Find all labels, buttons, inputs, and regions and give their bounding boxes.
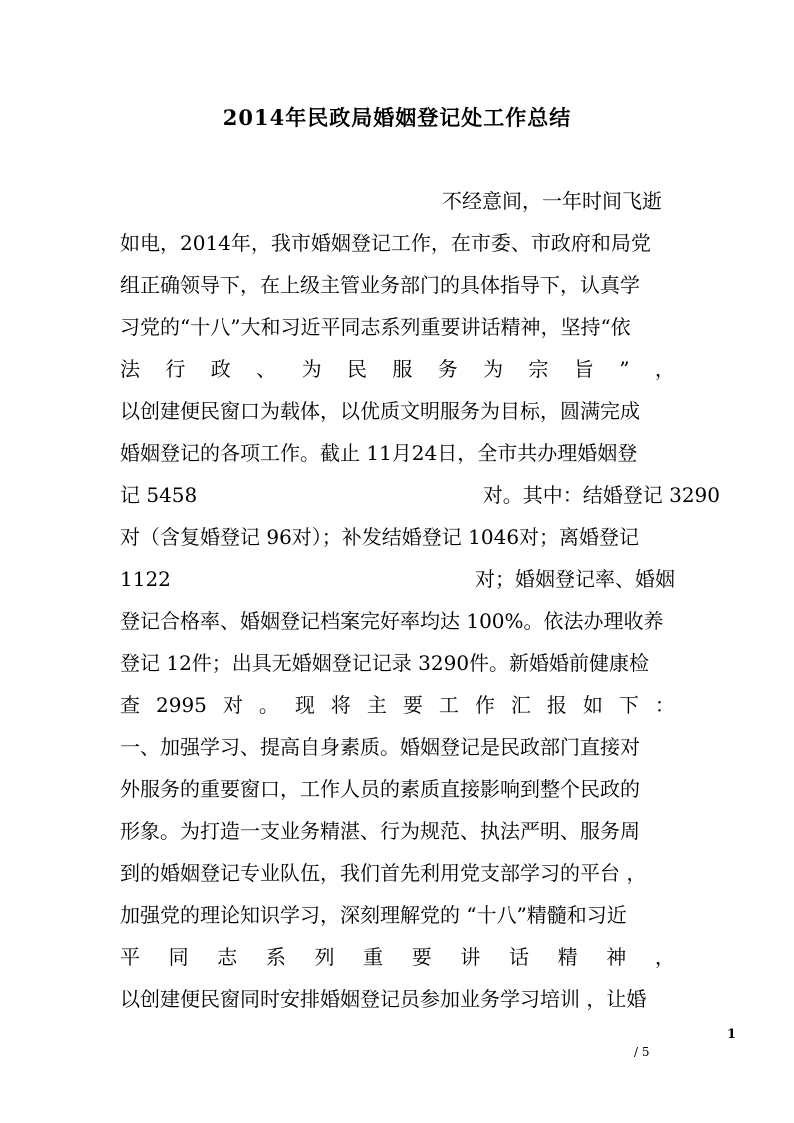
char: 2995 [156,693,207,717]
paragraph-line: 不经意间，一年时间飞逝 [442,189,662,213]
justified-line [120,355,675,383]
paragraph-line: 形象。为打造一支业务精湛、行为规范、执法严明、服务周 [120,819,640,843]
justified-line [120,691,675,719]
line-end: 对。其中：结婚登记 3290 [482,483,720,507]
paragraph-line: 加强党的理论知识学习，深刻理解党的 “十八”精髓和习近 [120,903,627,927]
split-line [120,481,720,509]
char: 系 [265,945,286,969]
char: 志 [217,945,238,969]
line-start: 1122 [120,567,171,591]
char: 服 [392,357,413,381]
char: 要 [411,945,432,969]
line-start: 记 5458 [120,483,198,507]
char: 汇 [510,693,531,717]
char: 作 [474,693,495,717]
char: 工 [438,693,459,717]
justified-line [120,943,675,971]
paragraph-line: 以创建便民窗口为载体，以优质文明服务为目标，圆满完成 [120,399,640,423]
paragraph-line: 到的婚姻登记专业队伍，我们首先利用党支部学习的平台 ， [120,861,647,885]
char: ， [654,357,675,381]
line-end: 对；婚姻登记率、婚姻 [475,567,675,591]
char: 话 [509,945,529,969]
char: 为 [301,357,322,381]
char: 如 [582,693,603,717]
paragraph-line: 婚姻登记的各项工作。截止 11月24日，全市共办理婚姻登 [120,441,638,465]
paragraph-line: 以创建便民窗同时安排婚姻登记员参加业务学习培训 ，让婚 [120,987,647,1011]
split-line [120,565,675,593]
char: 查 [120,693,140,717]
char: 平 [120,945,140,969]
char: 将 [330,693,351,717]
char: 讲 [460,945,481,969]
char: 、 [256,357,277,381]
char: 重 [363,945,384,969]
char: 神 [606,945,627,969]
paragraph-line: 对（含复婚登记 96对）；补发结婚登记 1046对；离婚登记 [120,525,640,549]
char: 对 [222,693,243,717]
document-title: 2014年民政局婚姻登记处工作总结 [222,105,572,130]
char: 现 [294,693,315,717]
char: 旨 [573,357,594,381]
char: 行 [165,357,186,381]
char: 。 [258,693,279,717]
char: 务 [437,357,458,381]
paragraph-line: 登记合格率、婚姻登记档案完好率均达 100%。依法办理收养 [120,609,664,633]
page-number: 1 [727,1027,737,1042]
page-total: / 5 [634,1045,650,1059]
char: 宗 [528,357,549,381]
char: 政 [210,357,231,381]
char: ” [619,357,630,381]
char: 法 [120,357,140,381]
paragraph-line: 一、加强学习、提高自身素质。婚姻登记是民政部门直接对 [120,735,640,759]
paragraph-line: 习党的“十八”大和习近平同志系列重要讲话精神，坚持“依 [120,315,631,339]
char: 为 [483,357,504,381]
char: 民 [346,357,367,381]
char: 列 [314,945,335,969]
char: 下 [618,693,639,717]
char: 同 [168,945,189,969]
char: ， [654,945,675,969]
char: ： [654,693,675,717]
char: 要 [402,693,423,717]
char: 主 [366,693,387,717]
paragraph-line: 如电，2014年，我市婚姻登记工作，在市委、市政府和局党 [120,231,651,255]
char: 精 [557,945,578,969]
paragraph-line: 外服务的重要窗口，工作人员的素质直接影响到整个民政的 [120,777,640,801]
char: 报 [546,693,567,717]
paragraph-line: 组正确领导下，在上级主管业务部门的具体指导下，认真学 [120,273,640,297]
paragraph-line: 登记 12件；出具无婚姻登记记录 3290件。新婚婚前健康检 [120,651,650,675]
